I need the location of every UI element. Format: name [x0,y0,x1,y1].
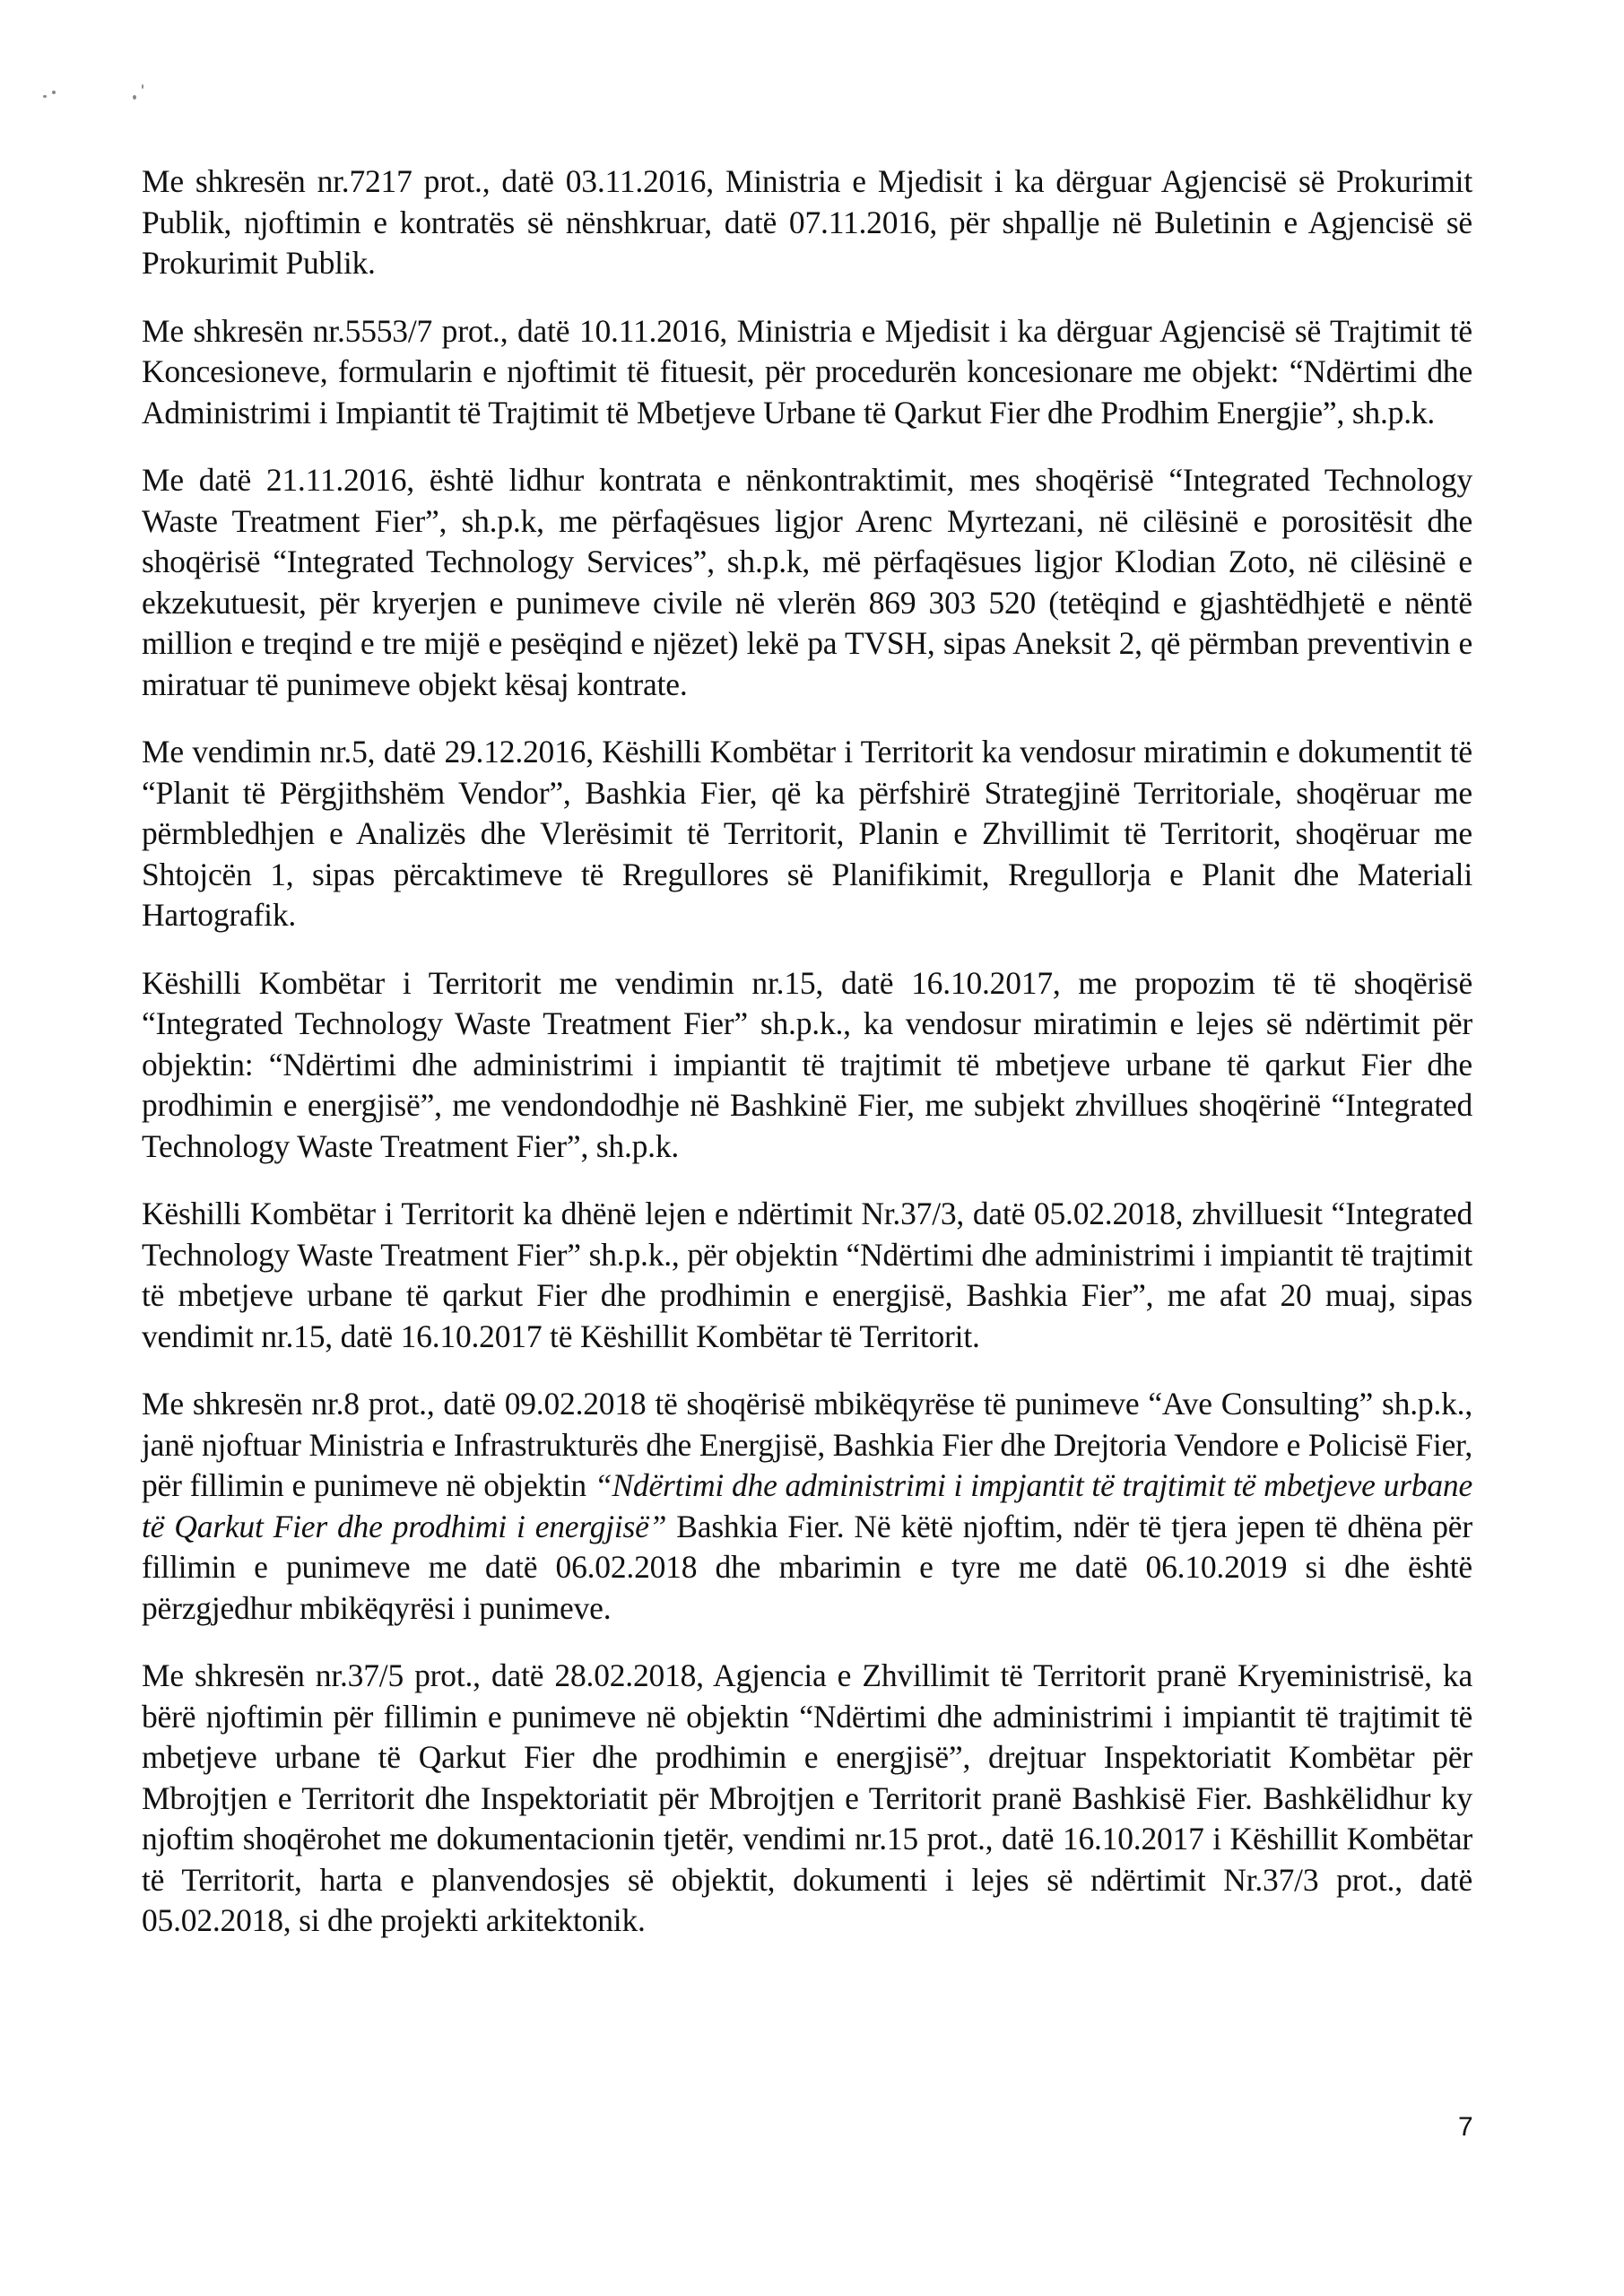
paragraph-7 [142,1384,1472,1629]
page-number: 7 [1458,2112,1473,2142]
paragraph-6: Këshilli Kombëtar i Territorit ka dhënë lejen e ndërtimit Nr.37/3, datë 05.02.2018, zhvilluesit “Integrated Technology Waste Treatment Fier” sh.p.k., për objektin “Ndërtimi dhe administrimi i impiantit të trajtimit të mbetjeve urbane të qarkut Fier dhe prodhimin e energjisë, Bashkia Fier”, me afat 20 muaj, sipas vendimit nr.15, datë 16.10.2017 të Këshillit Kombëtar të Territorit. [142,1196,1472,1354]
paragraph-1: Me shkresën nr.7217 prot., datë 03.11.2016, Ministria e Mjedisit i ka dërguar Agjencisë së Prokurimit Publik, njoftimin e kontratës së nënshkruar, datë 07.11.2016, për shpallje në Buletinin e Agjencisë së Prokurimit Publik. [142,163,1472,281]
paragraph-4: Me vendimin nr.5, datë 29.12.2016, Këshilli Kombëtar i Territorit ka vendosur miratimin e dokumentit të “Planit të Përgjithshëm Vendor”, Bashkia Fier, që ka përfshirë Strategjinë Territoriale, shoqëruar me përmbledhjen e Analizës dhe Vlerësimit të Territorit, Planin e Zhvillimit të Territorit, shoqëruar me Shtojcën 1, sipas përcaktimeve të Rregullores së Planifikimit, Rregullorja e Planit dhe Materiali Hartografik. [142,734,1472,933]
paragraph-7-italic-project-name: “Ndërtimi dhe administrimi i impjantit të trajtimit të mbetjeve urbane të Qarkut Fier dhe prodhimi i energjisë” [142,1467,1473,1544]
document-body [142,161,1472,1969]
paragraph-7-text-before: Me shkresën nr.8 prot., datë 09.02.2018 të shoqërisë mbikëqyrëse të punimeve “Ave Consulting” sh.p.k., janë njoftuar Ministria e Infrastrukturës dhe Energjisë, Bashkia Fier dhe Drejtoria Vendore e Policisë Fier, për fillimin e punimeve në objektin [142,1386,1472,1503]
paragraph-2: Me shkresën nr.5553/7 prot., datë 10.11.2016, Ministria e Mjedisit i ka dërguar Agjencisë së Trajtimit të Koncesioneve, formularin e njoftimit të fituesit, për procedurën koncesionare me objekt: “Ndërtimi dhe Administrimi i Impiantit të Trajtimit të Mbetjeve Urbane të Qarkut Fier dhe Prodhim Energjie”, sh.p.k. [142,312,1472,430]
paragraph-7-text-after: Bashkia Fier. Në këtë njoftim, ndër të tjera jepen të dhëna për fillimin e punimeve me datë 06.02.2018 dhe mbarimin e tyre me datë 06.10.2019 si dhe është përzgjedhur mbikëqyrësi i punimeve. [142,1508,1472,1626]
scan-artifact [43,88,151,115]
paragraph-8: Me shkresën nr.37/5 prot., datë 28.02.2018, Agjencia e Zhvillimit të Territorit pranë Kryeministrisë, ka bërë njoftimin për fillimin e punimeve në objektin “Ndërtimi dhe administrimi i impiantit të trajtimit të mbetjeve urbane të Qarkut Fier dhe prodhimin e energjisë”, drejtuar Inspektoriatit Kombëtar për Mbrojtjen e Territorit dhe Inspektoriatit për Mbrojtjen e Territorit pranë Bashkisë Fier. Bashkëlidhur ky njoftim shoqërohet me dokumentacionin tjetër, vendimi nr.15 prot., datë 16.10.2017 i Këshillit Kombëtar të Territorit, harta e planvendosjes së objektit, dokumenti i lejes së ndërtimit Nr.37/3 prot., datë 05.02.2018, si dhe projekti arkitektonik. [142,1657,1472,1938]
paragraph-3: Me datë 21.11.2016, është lidhur kontrata e nënkontraktimit, mes shoqërisë “Integrated Technology Waste Treatment Fier”, sh.p.k, me përfaqësues ligjor Arenc Myrtezani, në cilësinë e porositësit dhe shoqërisë “Integrated Technology Services”, sh.p.k, më përfaqësues ligjor Klodian Zoto, në cilësinë e ekzekutuesit, për kryerjen e punimeve civile në vlerën 869 303 520 (tetëqind e gjashtëdhjetë e nëntë million e treqind e tre mijë e pesëqind e njëzet) lekë pa TVSH, sipas Aneksit 2, që përmban preventivin e miratuar të punimeve objekt kësaj kontrate. [142,462,1472,702]
paragraph-5: Këshilli Kombëtar i Territorit me vendimin nr.15, datë 16.10.2017, me propozim të të shoqërisë “Integrated Technology Waste Treatment Fier” sh.p.k., ka vendosur miratimin e lejes së ndërtimit për objektin: “Ndërtimi dhe administrimi i impiantit të trajtimit të mbetjeve urbane të qarkut Fier dhe prodhimin e energjisë”, me vendondodhje në Bashkinë Fier, me subjekt zhvillues shoqërinë “Integrated Technology Waste Treatment Fier”, sh.p.k. [142,964,1472,1164]
